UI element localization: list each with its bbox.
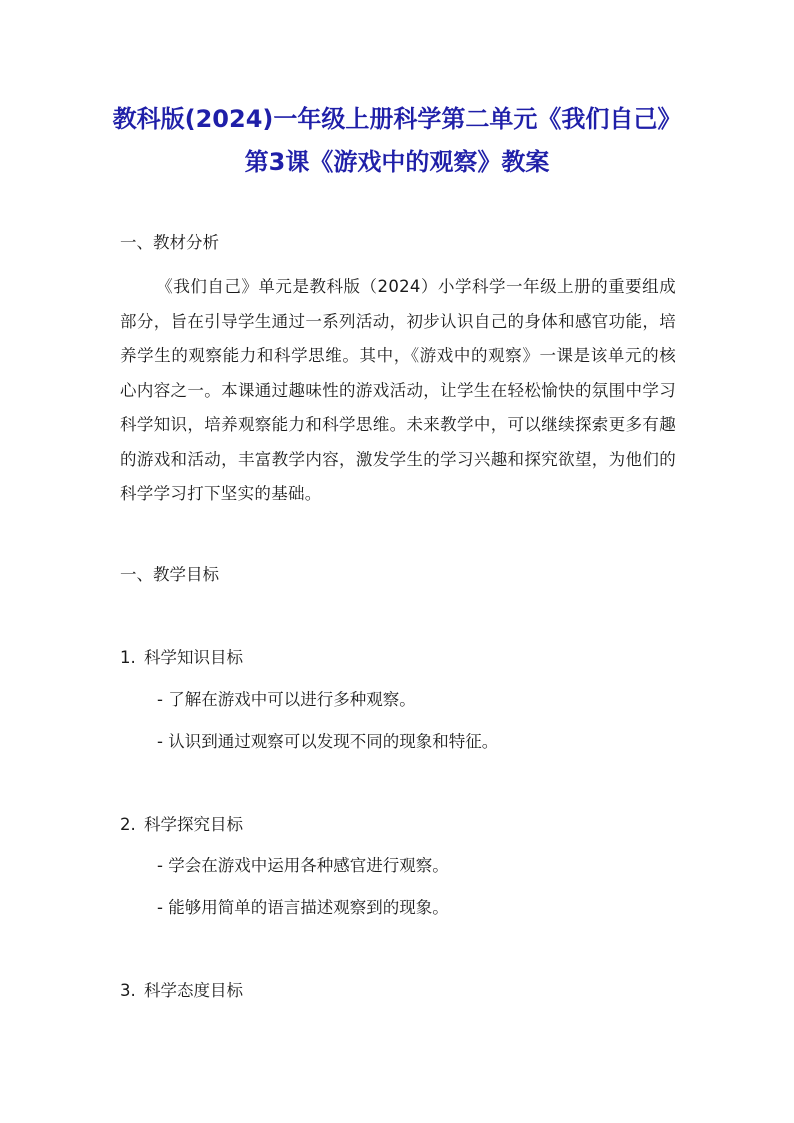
- goal-number: 2.: [120, 815, 136, 834]
- goal-item: - 了解在游戏中可以进行多种观察。: [157, 690, 416, 709]
- goal-label: 科学探究目标: [144, 815, 243, 834]
- goal-heading-knowledge: [120, 646, 243, 670]
- goal-label: 科学态度目标: [144, 981, 243, 1000]
- goal-item: - 学会在游戏中运用各种感官进行观察。: [157, 856, 449, 875]
- teaching-material-analysis-paragraph: 《我们自己》单元是教科版（2024）小学科学一年级上册的重要组成部分，旨在引导学生通过一系列活动，初步认识自己的身体和感官功能，培养学生的观察能力和科学思维。其中，《游戏中的观察》一课是该单元的核心内容之一。本课通过趣味性的游戏活动，让学生在轻松愉快的氛围中学习科学知识，培养观察能力和科学思维。未来教学中，可以继续探索更多有趣的游戏和活动，丰富教学内容，激发学生的学习兴趣和探究欲望，为他们的科学学习打下坚实的基础。: [120, 277, 676, 503]
- section-heading-teaching-material-analysis: 一、教材分析: [120, 233, 219, 252]
- document-title-line-1: 教科版(2024)一年级上册科学第二单元《我们自己》: [112, 105, 682, 133]
- goal-item: - 认识到通过观察可以发现不同的现象和特征。: [157, 732, 499, 751]
- goal-label: 科学知识目标: [144, 648, 243, 667]
- goal-heading-inquiry: [120, 813, 243, 837]
- goal-item: - 能够用简单的语言描述观察到的现象。: [157, 898, 449, 917]
- goal-heading-attitude: [120, 979, 243, 1003]
- document-title-line-2: 第3课《游戏中的观察》教案: [244, 148, 550, 176]
- section-heading-teaching-goals: 一、教学目标: [120, 565, 219, 584]
- goal-number: 1.: [120, 648, 136, 667]
- goal-number: 3.: [120, 981, 136, 1000]
